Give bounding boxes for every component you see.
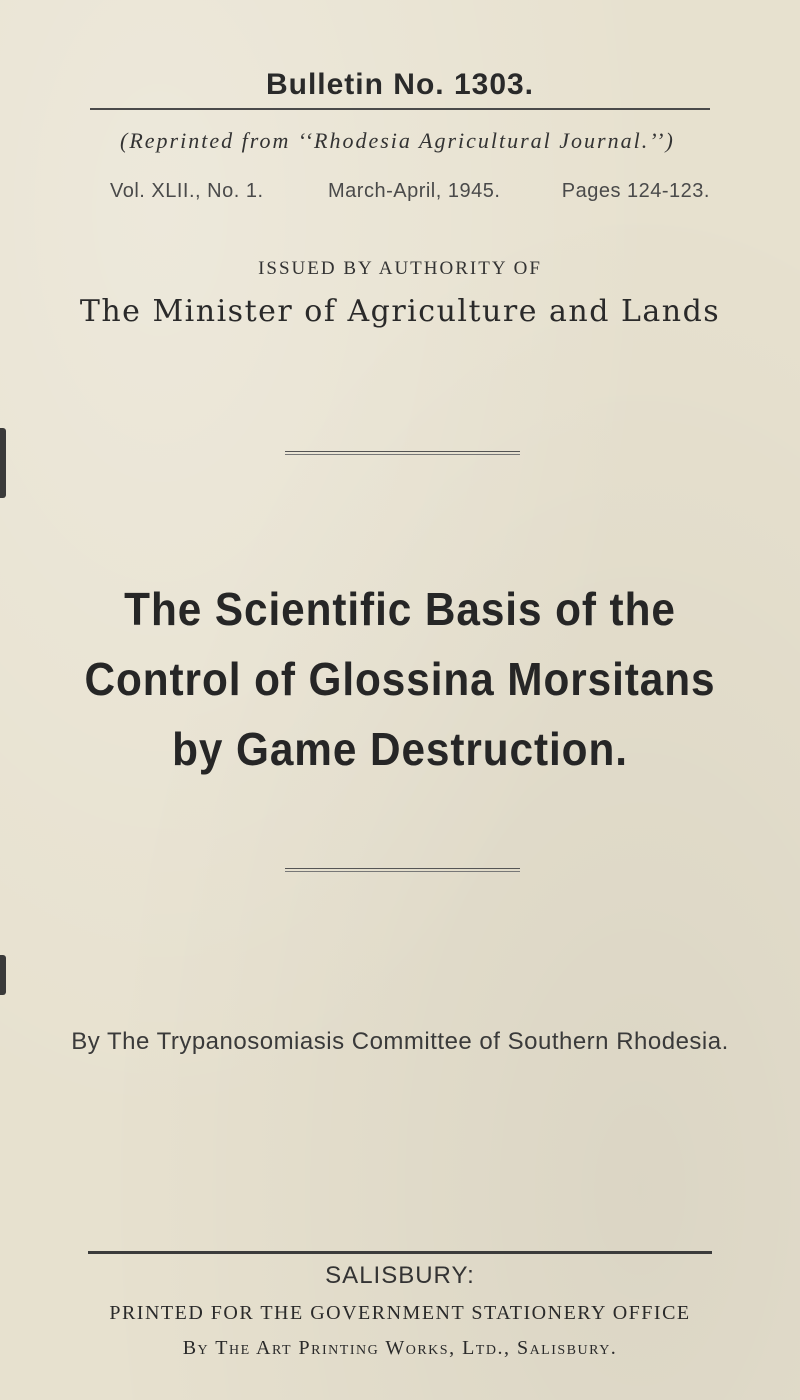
imprint-place: SALISBURY: bbox=[325, 1262, 475, 1289]
minister-title: The Minister of Agriculture and Lands bbox=[79, 294, 721, 329]
top-rule bbox=[90, 108, 710, 110]
binding-mark bbox=[0, 955, 6, 995]
document-title-line-2: Control of Glossina Morsitans bbox=[84, 653, 716, 705]
binding-mark bbox=[0, 428, 6, 498]
author-line: By The Trypanosomiasis Committee of Southern Rhodesia. bbox=[71, 1028, 729, 1055]
volume-label: Vol. XLII., No. 1. bbox=[110, 180, 264, 202]
document-title-line-1: The Scientific Basis of the bbox=[124, 583, 676, 635]
reprint-note: (Reprinted from ‘‘Rhodesia Agricultural Journal.’’) bbox=[120, 128, 675, 153]
issue-date: March-April, 1945. bbox=[328, 180, 501, 202]
bottom-rule bbox=[88, 1251, 712, 1254]
imprint-printed-for: PRINTED FOR THE GOVERNMENT STATIONERY OFFICE bbox=[109, 1302, 691, 1324]
issued-by-authority: ISSUED BY AUTHORITY OF bbox=[258, 258, 542, 279]
imprint-printed-by: By The Art Printing Works, Ltd., Salisbury. bbox=[182, 1337, 618, 1359]
divider-rule bbox=[285, 451, 520, 455]
bulletin-number: Bulletin No. 1303. bbox=[265, 68, 535, 101]
document-title-line-3: by Game Destruction. bbox=[172, 723, 628, 775]
page-range: Pages 124-123. bbox=[561, 180, 710, 202]
divider-rule bbox=[285, 868, 520, 872]
